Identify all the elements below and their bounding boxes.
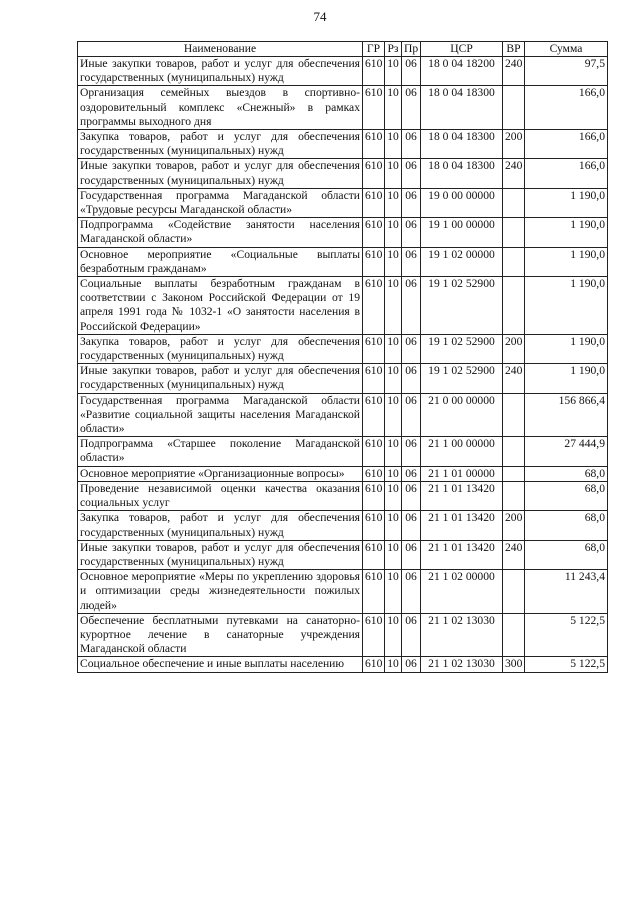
row-gr: 610 bbox=[363, 218, 385, 247]
row-pr: 06 bbox=[402, 86, 421, 130]
row-rz: 10 bbox=[385, 511, 402, 540]
row-csr: 21 1 02 13030 bbox=[421, 657, 503, 672]
row-rz: 10 bbox=[385, 570, 402, 614]
row-gr: 610 bbox=[363, 188, 385, 217]
row-pr: 06 bbox=[402, 218, 421, 247]
row-gr: 610 bbox=[363, 570, 385, 614]
row-vr bbox=[503, 613, 525, 657]
row-vr bbox=[503, 570, 525, 614]
table-row bbox=[78, 364, 608, 393]
row-csr: 19 1 02 00000 bbox=[421, 247, 503, 276]
row-pr: 06 bbox=[402, 657, 421, 672]
row-rz: 10 bbox=[385, 86, 402, 130]
row-pr: 06 bbox=[402, 277, 421, 335]
row-csr: 18 0 04 18300 bbox=[421, 86, 503, 130]
row-vr: 240 bbox=[503, 159, 525, 188]
row-pr: 06 bbox=[402, 540, 421, 569]
row-csr: 21 1 02 13030 bbox=[421, 613, 503, 657]
row-rz: 10 bbox=[385, 130, 402, 159]
row-sum: 68,0 bbox=[525, 540, 608, 569]
row-name: Закупка товаров, работ и услуг для обеспечения государственных (муниципальных) нужд bbox=[78, 511, 363, 540]
row-gr: 610 bbox=[363, 437, 385, 466]
table-body bbox=[78, 57, 608, 673]
header-pr: Пр bbox=[402, 42, 421, 57]
row-pr: 06 bbox=[402, 393, 421, 437]
row-sum: 166,0 bbox=[525, 159, 608, 188]
row-rz: 10 bbox=[385, 334, 402, 363]
row-vr bbox=[503, 437, 525, 466]
row-rz: 10 bbox=[385, 393, 402, 437]
table-row bbox=[78, 511, 608, 540]
table-row bbox=[78, 57, 608, 86]
row-sum: 5 122,5 bbox=[525, 657, 608, 672]
header-csr: ЦСР bbox=[421, 42, 503, 57]
row-csr: 21 1 01 13420 bbox=[421, 540, 503, 569]
row-rz: 10 bbox=[385, 657, 402, 672]
row-pr: 06 bbox=[402, 466, 421, 481]
row-name: Основное мероприятие «Социальные выплаты безработным гражданам» bbox=[78, 247, 363, 276]
row-sum: 11 243,4 bbox=[525, 570, 608, 614]
row-sum: 1 190,0 bbox=[525, 218, 608, 247]
row-vr bbox=[503, 277, 525, 335]
row-name: Иные закупки товаров, работ и услуг для обеспечения государственных (муниципальных) нужд bbox=[78, 540, 363, 569]
row-csr: 19 1 02 52900 bbox=[421, 364, 503, 393]
row-vr: 240 bbox=[503, 540, 525, 569]
header-rz: Рз bbox=[385, 42, 402, 57]
row-gr: 610 bbox=[363, 159, 385, 188]
row-rz: 10 bbox=[385, 540, 402, 569]
row-rz: 10 bbox=[385, 247, 402, 276]
row-gr: 610 bbox=[363, 277, 385, 335]
row-sum: 156 866,4 bbox=[525, 393, 608, 437]
budget-table bbox=[77, 41, 608, 673]
row-name: Проведение независимой оценки качества оказания социальных услуг bbox=[78, 481, 363, 510]
header-sum: Сумма bbox=[525, 42, 608, 57]
row-sum: 68,0 bbox=[525, 466, 608, 481]
row-csr: 21 1 01 13420 bbox=[421, 511, 503, 540]
row-pr: 06 bbox=[402, 437, 421, 466]
row-pr: 06 bbox=[402, 130, 421, 159]
row-pr: 06 bbox=[402, 247, 421, 276]
row-csr: 18 0 04 18200 bbox=[421, 57, 503, 86]
row-vr: 200 bbox=[503, 334, 525, 363]
row-sum: 166,0 bbox=[525, 86, 608, 130]
row-sum: 27 444,9 bbox=[525, 437, 608, 466]
row-pr: 06 bbox=[402, 334, 421, 363]
row-rz: 10 bbox=[385, 57, 402, 86]
row-sum: 5 122,5 bbox=[525, 613, 608, 657]
row-gr: 610 bbox=[363, 466, 385, 481]
row-sum: 1 190,0 bbox=[525, 334, 608, 363]
row-name: Подпрограмма «Старшее поколение Магаданской области» bbox=[78, 437, 363, 466]
row-vr: 240 bbox=[503, 364, 525, 393]
row-gr: 610 bbox=[363, 86, 385, 130]
row-name: Иные закупки товаров, работ и услуг для обеспечения государственных (муниципальных) нужд bbox=[78, 159, 363, 188]
table-row bbox=[78, 657, 608, 672]
row-vr bbox=[503, 86, 525, 130]
row-csr: 21 1 00 00000 bbox=[421, 437, 503, 466]
row-vr: 300 bbox=[503, 657, 525, 672]
row-rz: 10 bbox=[385, 613, 402, 657]
row-pr: 06 bbox=[402, 57, 421, 86]
header-gr: ГР bbox=[363, 42, 385, 57]
row-name: Государственная программа Магаданской области «Трудовые ресурсы Магаданской области» bbox=[78, 188, 363, 217]
row-gr: 610 bbox=[363, 511, 385, 540]
row-sum: 68,0 bbox=[525, 481, 608, 510]
table-row bbox=[78, 334, 608, 363]
row-sum: 1 190,0 bbox=[525, 364, 608, 393]
table-header-row bbox=[78, 42, 608, 57]
row-vr bbox=[503, 393, 525, 437]
row-sum: 1 190,0 bbox=[525, 247, 608, 276]
row-csr: 21 1 01 13420 bbox=[421, 481, 503, 510]
table-row bbox=[78, 247, 608, 276]
row-csr: 21 1 01 00000 bbox=[421, 466, 503, 481]
row-sum: 1 190,0 bbox=[525, 188, 608, 217]
row-sum: 1 190,0 bbox=[525, 277, 608, 335]
row-rz: 10 bbox=[385, 481, 402, 510]
table-row bbox=[78, 86, 608, 130]
row-csr: 18 0 04 18300 bbox=[421, 130, 503, 159]
row-csr: 19 0 00 00000 bbox=[421, 188, 503, 217]
header-name: Наименование bbox=[78, 42, 363, 57]
row-gr: 610 bbox=[363, 393, 385, 437]
table-row bbox=[78, 159, 608, 188]
row-rz: 10 bbox=[385, 188, 402, 217]
table-row bbox=[78, 130, 608, 159]
row-csr: 19 1 02 52900 bbox=[421, 334, 503, 363]
row-gr: 610 bbox=[363, 657, 385, 672]
row-gr: 610 bbox=[363, 334, 385, 363]
table-row bbox=[78, 540, 608, 569]
row-vr bbox=[503, 218, 525, 247]
row-pr: 06 bbox=[402, 481, 421, 510]
row-pr: 06 bbox=[402, 570, 421, 614]
row-name: Иные закупки товаров, работ и услуг для обеспечения государственных (муниципальных) нужд bbox=[78, 57, 363, 86]
row-gr: 610 bbox=[363, 57, 385, 86]
row-name: Социальные выплаты безработным гражданам в соответствии с Законом Российской Федерации от 19 апреля 1991 года № 1032-1 «О занятости населения в Российской Федерации» bbox=[78, 277, 363, 335]
row-csr: 21 0 00 00000 bbox=[421, 393, 503, 437]
table-row bbox=[78, 393, 608, 437]
row-name: Государственная программа Магаданской области «Развитие социальной защиты населения Магаданской области» bbox=[78, 393, 363, 437]
row-csr: 19 1 02 52900 bbox=[421, 277, 503, 335]
row-name: Социальное обеспечение и иные выплаты населению bbox=[78, 657, 363, 672]
row-gr: 610 bbox=[363, 130, 385, 159]
row-pr: 06 bbox=[402, 364, 421, 393]
row-pr: 06 bbox=[402, 613, 421, 657]
row-csr: 21 1 02 00000 bbox=[421, 570, 503, 614]
row-gr: 610 bbox=[363, 613, 385, 657]
row-sum: 166,0 bbox=[525, 130, 608, 159]
table-row bbox=[78, 277, 608, 335]
table-row bbox=[78, 188, 608, 217]
row-rz: 10 bbox=[385, 218, 402, 247]
row-name: Организация семейных выездов в спортивно-оздоровительный комплекс «Снежный» в рамках программы выходного дня bbox=[78, 86, 363, 130]
table-row bbox=[78, 613, 608, 657]
row-csr: 19 1 00 00000 bbox=[421, 218, 503, 247]
row-rz: 10 bbox=[385, 277, 402, 335]
row-name: Основное мероприятие «Организационные вопросы» bbox=[78, 466, 363, 481]
row-rz: 10 bbox=[385, 466, 402, 481]
row-vr: 200 bbox=[503, 511, 525, 540]
row-name: Обеспечение бесплатными путевками на санаторно-курортное лечение в санаторные учреждения Магаданской области bbox=[78, 613, 363, 657]
row-rz: 10 bbox=[385, 364, 402, 393]
row-name: Основное мероприятие «Меры по укреплению здоровья и оптимизации среды жизнедеятельности пожилых людей» bbox=[78, 570, 363, 614]
row-name: Подпрограмма «Содействие занятости населения Магаданской области» bbox=[78, 218, 363, 247]
row-vr bbox=[503, 481, 525, 510]
row-name: Закупка товаров, работ и услуг для обеспечения государственных (муниципальных) нужд bbox=[78, 130, 363, 159]
table-row bbox=[78, 466, 608, 481]
row-rz: 10 bbox=[385, 159, 402, 188]
row-sum: 97,5 bbox=[525, 57, 608, 86]
row-csr: 18 0 04 18300 bbox=[421, 159, 503, 188]
header-vr: ВР bbox=[503, 42, 525, 57]
row-vr: 200 bbox=[503, 130, 525, 159]
row-pr: 06 bbox=[402, 188, 421, 217]
row-pr: 06 bbox=[402, 511, 421, 540]
table-row bbox=[78, 437, 608, 466]
table-row bbox=[78, 481, 608, 510]
row-gr: 610 bbox=[363, 540, 385, 569]
row-rz: 10 bbox=[385, 437, 402, 466]
row-vr bbox=[503, 247, 525, 276]
row-gr: 610 bbox=[363, 481, 385, 510]
page-number: 74 bbox=[313, 9, 327, 24]
row-sum: 68,0 bbox=[525, 511, 608, 540]
table-row bbox=[78, 218, 608, 247]
table-row bbox=[78, 570, 608, 614]
row-gr: 610 bbox=[363, 364, 385, 393]
row-vr bbox=[503, 466, 525, 481]
row-vr: 240 bbox=[503, 57, 525, 86]
row-name: Закупка товаров, работ и услуг для обеспечения государственных (муниципальных) нужд bbox=[78, 334, 363, 363]
row-gr: 610 bbox=[363, 247, 385, 276]
row-vr bbox=[503, 188, 525, 217]
row-pr: 06 bbox=[402, 159, 421, 188]
row-name: Иные закупки товаров, работ и услуг для обеспечения государственных (муниципальных) нужд bbox=[78, 364, 363, 393]
